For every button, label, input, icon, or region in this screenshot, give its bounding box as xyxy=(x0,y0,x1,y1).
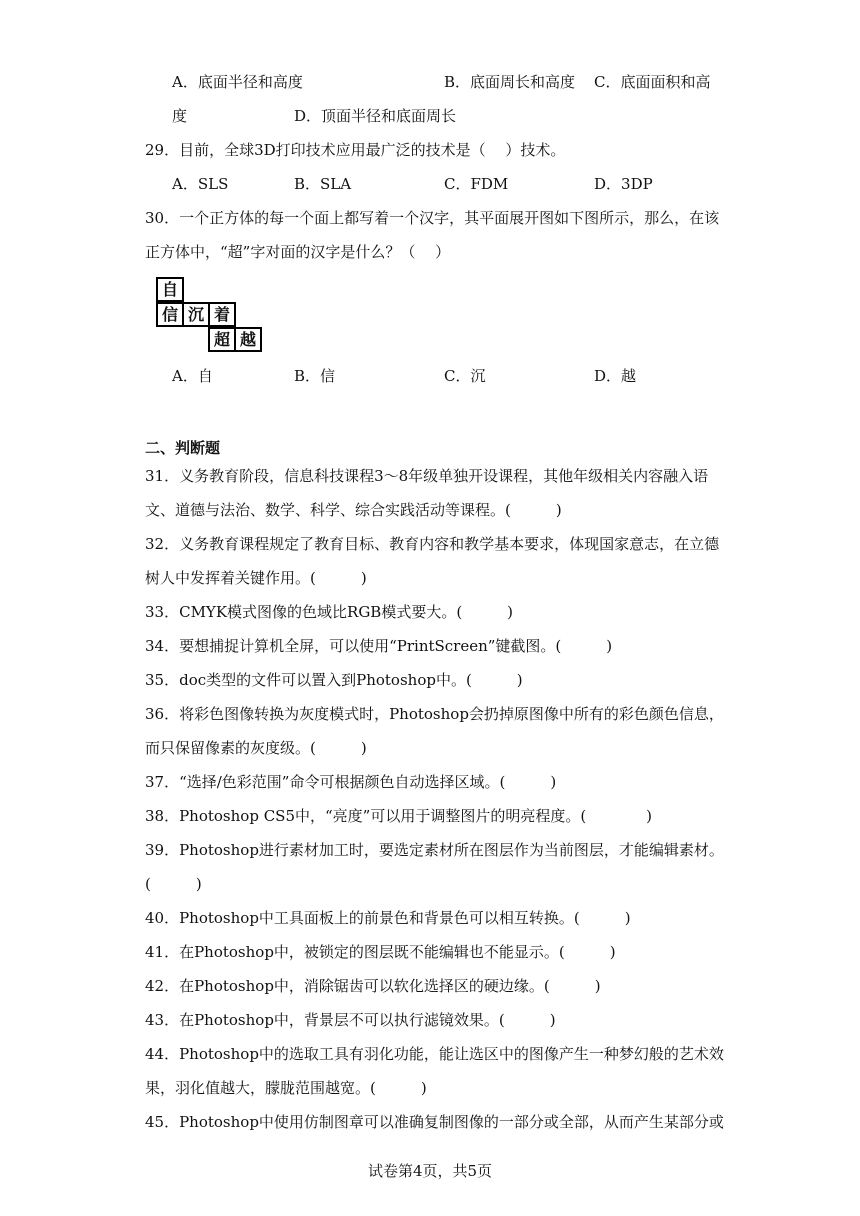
q29-option-a: A．SLS xyxy=(172,175,229,193)
q29-option-b: B．SLA xyxy=(294,175,352,193)
judgement-line: 41．在Photoshop中，被锁定的图层既不能编辑也不能显示。( ) xyxy=(145,943,616,961)
q28-option-d: D．顶面半径和底面周长 xyxy=(294,107,457,125)
q30-stem-line2: 正方体中，“超”字对面的汉字是什么？（ ） xyxy=(145,243,451,261)
judgement-line: 38．Photoshop CS5中，“亮度”可以用于调整图片的明亮程度。( ) xyxy=(145,807,653,825)
judgement-line: 42．在Photoshop中，消除锯齿可以软化选择区的硬边缘。( ) xyxy=(145,977,601,995)
q30-option-b: B．信 xyxy=(294,367,336,385)
q29-option-d: D．3DP xyxy=(594,175,653,193)
q28-option-c: C．底面面积和高 xyxy=(594,73,711,91)
judgement-line: 34．要想捕捉计算机全屏，可以使用“PrintScreen”键截图。( ) xyxy=(145,637,613,655)
judgement-line: 45．Photoshop中使用仿制图章可以准确复制图像的一部分或全部，从而产生某部分或 xyxy=(145,1113,724,1131)
q30-option-a: A．自 xyxy=(172,367,213,385)
cube-face-5: 超 xyxy=(208,327,236,352)
judgement-line: 36．将彩色图像转换为灰度模式时，Photoshop会扔掉原图像中所有的彩色颜色信息， xyxy=(145,705,724,723)
judgement-line: 35．doc类型的文件可以置入到Photoshop中。( ) xyxy=(145,671,523,689)
q28-option-a: A．底面半径和高度 xyxy=(172,73,303,91)
judgement-line: 33．CMYK模式图像的色域比RGB模式要大。( ) xyxy=(145,603,514,621)
section-title: 二、判断题 xyxy=(145,439,221,457)
q28-option-c-cont: 度 xyxy=(172,107,188,125)
cube-face-1: 自 xyxy=(156,277,184,302)
q29-stem: 29．目前，全球3D打印技术应用最广泛的技术是（ ）技术。 xyxy=(145,141,566,159)
judgement-line: 文、道德与法治、数学、科学、综合实践活动等课程。( ) xyxy=(145,501,562,519)
q29-option-c: C．FDM xyxy=(444,175,509,193)
judgement-line: ( ) xyxy=(145,875,202,893)
judgement-line: 树人中发挥着关键作用。( ) xyxy=(145,569,367,587)
judgement-line: 40．Photoshop中工具面板上的前景色和背景色可以相互转换。( ) xyxy=(145,909,631,927)
judgement-line: 43．在Photoshop中，背景层不可以执行滤镜效果。( ) xyxy=(145,1011,556,1029)
cube-face-2: 信 xyxy=(156,302,184,327)
cube-net-figure xyxy=(156,277,262,351)
judgement-line: 31．义务教育阶段，信息科技课程3～8年级单独开设课程，其他年级相关内容融入语 xyxy=(145,467,709,485)
judgement-line: 44．Photoshop中的选取工具有羽化功能，能让选区中的图像产生一种梦幻般的艺术效 xyxy=(145,1045,724,1063)
cube-face-6: 越 xyxy=(234,327,262,352)
q30-option-d: D．越 xyxy=(594,367,637,385)
cube-face-3: 沉 xyxy=(182,302,210,327)
cube-face-4: 着 xyxy=(208,302,236,327)
judgement-line: 果，羽化值越大，朦胧范围越宽。( ) xyxy=(145,1079,427,1097)
judgement-line: 而只保留像素的灰度级。( ) xyxy=(145,739,367,757)
judgement-line: 32．义务教育课程规定了教育目标、教育内容和教学基本要求，体现国家意志，在立德 xyxy=(145,535,720,553)
q30-option-c: C．沉 xyxy=(444,367,486,385)
judgement-line: 39．Photoshop进行素材加工时，要选定素材所在图层作为当前图层，才能编辑素材。 xyxy=(145,841,724,859)
judgement-line: 37．“选择/色彩范围”命令可根据颜色自动选择区域。( ) xyxy=(145,773,557,791)
q30-stem-line1: 30．一个正方体的每一个面上都写着一个汉字，其平面展开图如下图所示，那么，在该 xyxy=(145,209,720,227)
q28-option-b: B．底面周长和高度 xyxy=(444,73,576,91)
page-footer: 试卷第4页，共5页 xyxy=(367,1162,493,1180)
